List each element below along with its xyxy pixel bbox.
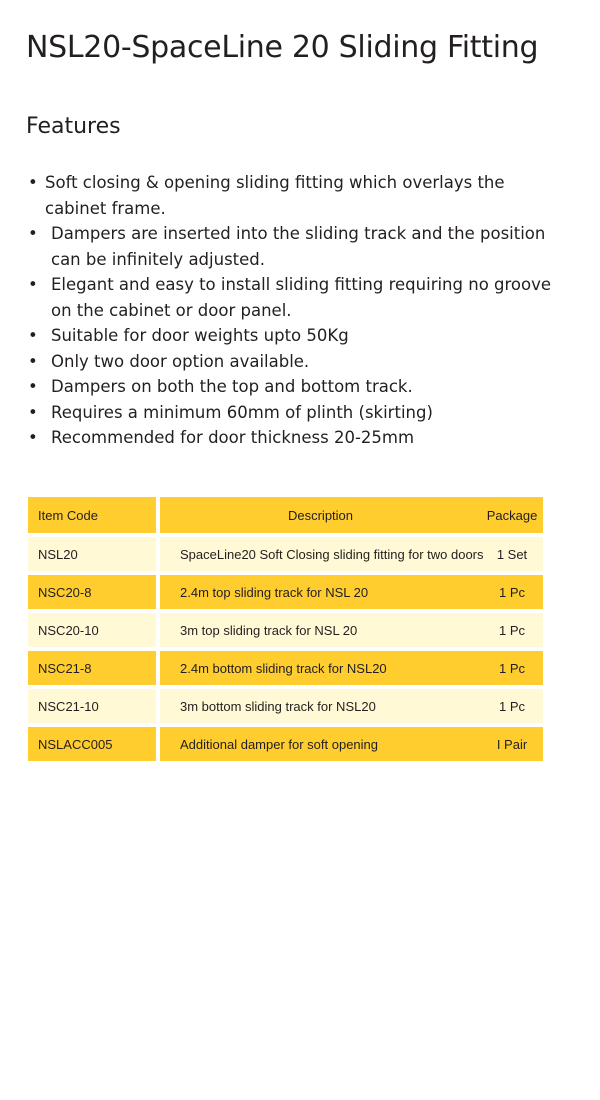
table-row (28, 613, 543, 647)
cell-description: 2.4m top sliding track for NSL 20 (160, 575, 481, 609)
cell-description: 3m top sliding track for NSL 20 (160, 613, 481, 647)
header-description: Description (160, 497, 481, 533)
page-title: NSL20-SpaceLine 20 Sliding Fitting (26, 30, 539, 65)
cell-item-code: NSLACC005 (28, 727, 156, 761)
feature-text: Dampers on both the top and bottom track. (51, 377, 413, 396)
feature-text: Recommended for door thickness 20-25mm (51, 428, 415, 447)
header-package: Package (481, 497, 543, 533)
table-row (28, 651, 543, 685)
feature-item (26, 349, 566, 375)
table-row (28, 575, 543, 609)
features-heading: Features (26, 114, 121, 139)
cell-package: I Pair (481, 727, 543, 761)
table-header-row (28, 497, 543, 533)
bullet-icon: • (28, 275, 38, 294)
cell-item-code: NSC21-10 (28, 689, 156, 723)
table-row (28, 727, 543, 761)
header-item-code: Item Code (28, 497, 156, 533)
cell-package: 1 Pc (481, 575, 543, 609)
feature-text: Dampers are inserted into the sliding track and the position can be infinitely adjusted. (51, 224, 546, 269)
bullet-icon: • (28, 173, 38, 192)
cell-package: 1 Pc (481, 689, 543, 723)
cell-description: 2.4m bottom sliding track for NSL20 (160, 651, 481, 685)
feature-item (26, 374, 566, 400)
cell-package: 1 Set (481, 537, 543, 571)
feature-item (26, 170, 566, 221)
feature-text: Suitable for door weights upto 50Kg (51, 326, 349, 345)
feature-item (26, 221, 566, 272)
feature-item (26, 272, 566, 323)
cell-description: Additional damper for soft opening (160, 727, 481, 761)
feature-text: Requires a minimum 60mm of plinth (skirting) (51, 402, 433, 422)
bullet-icon: • (28, 377, 38, 396)
cell-item-code: NSL20 (28, 537, 156, 571)
cell-item-code: NSC20-10 (28, 613, 156, 647)
cell-item-code: NSC20-8 (28, 575, 156, 609)
table-row (28, 537, 543, 571)
cell-description: 3m bottom sliding track for NSL20 (160, 689, 481, 723)
cell-package: 1 Pc (481, 651, 543, 685)
feature-text: Soft closing & opening sliding fitting which overlays the cabinet frame. (45, 173, 505, 218)
feature-item (26, 400, 566, 426)
feature-item (26, 323, 566, 349)
cell-description: SpaceLine20 Soft Closing sliding fitting for two doors (160, 537, 481, 571)
feature-text: Elegant and easy to install sliding fitting requiring no groove on the cabinet or door panel. (51, 275, 552, 320)
cell-package: 1 Pc (481, 613, 543, 647)
bullet-icon: • (28, 224, 38, 243)
table-row (28, 689, 543, 723)
features-list (26, 170, 566, 451)
bullet-icon: • (28, 428, 38, 447)
feature-item (26, 425, 566, 451)
bullet-icon: • (28, 402, 38, 422)
product-table (28, 493, 543, 765)
cell-item-code: NSC21-8 (28, 651, 156, 685)
feature-text: Only two door option available. (51, 351, 310, 371)
bullet-icon: • (28, 351, 38, 371)
bullet-icon: • (28, 326, 38, 345)
